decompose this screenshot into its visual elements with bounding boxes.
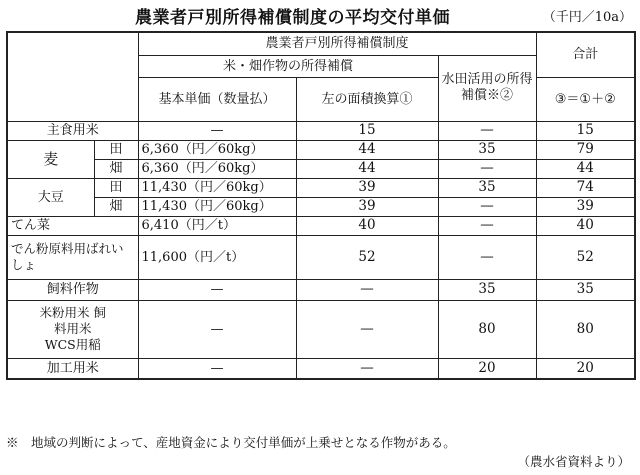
field-type-cell: 田 xyxy=(94,178,138,197)
area-cell: — xyxy=(296,300,438,358)
crop-name-cell xyxy=(7,300,138,358)
area-cell: — xyxy=(296,358,438,379)
paddy-header-text: 水田活用の所得補償※② xyxy=(441,72,533,103)
unit-price-cell: — xyxy=(138,358,296,379)
area-cell: 15 xyxy=(296,121,438,140)
unit-price-cell: 11,430（円／60kg） xyxy=(138,197,296,216)
footnote: ※ 地域の判断によって、産地資金により交付単価が上乗せとなる作物がある。 xyxy=(6,435,456,450)
source-note: （農水省資料より） xyxy=(517,454,630,469)
unit-price-cell: 6,360（円／60kg） xyxy=(138,140,296,159)
paddy-cell: 35 xyxy=(438,279,536,300)
unit-price-cell: 6,410（円／t） xyxy=(138,216,296,235)
total-cell: 74 xyxy=(536,178,635,197)
paddy-cell: 35 xyxy=(438,178,536,197)
paddy-cell: 35 xyxy=(438,140,536,159)
crop-name: 加工用米 xyxy=(7,358,138,379)
unit-price-cell: 6,360（円／60kg） xyxy=(138,159,296,178)
area-cell: 40 xyxy=(296,216,438,235)
table-row xyxy=(7,140,635,159)
paddy-cell: — xyxy=(438,121,536,140)
paddy-cell: — xyxy=(438,235,536,279)
unit-price-header: 基本単価（数量払） xyxy=(138,77,296,121)
paddy-header xyxy=(438,55,536,121)
table-row xyxy=(7,358,635,379)
table-row xyxy=(7,235,635,279)
sub-header: 米・畑作物の所得補償 xyxy=(138,55,438,77)
area-cell: 52 xyxy=(296,235,438,279)
unit-price-cell: — xyxy=(138,300,296,358)
paddy-cell: 20 xyxy=(438,358,536,379)
group-header: 農業者戸別所得補償制度 xyxy=(138,32,536,55)
paddy-cell: — xyxy=(438,197,536,216)
crop-name: 麦 xyxy=(7,140,94,178)
table-row xyxy=(7,178,635,197)
title-row xyxy=(0,0,640,30)
total-cell: 52 xyxy=(536,235,635,279)
unit-label: （千円／10a） xyxy=(542,10,632,25)
area-cell: 44 xyxy=(296,159,438,178)
field-type-cell: 田 xyxy=(94,140,138,159)
table-row xyxy=(7,216,635,235)
crop-name-cell xyxy=(7,235,138,279)
field-type-cell: 畑 xyxy=(94,197,138,216)
table-row xyxy=(7,121,635,140)
total-formula-header: ③＝①＋② xyxy=(536,77,635,121)
total-cell: 44 xyxy=(536,159,635,178)
crop-name: 飼料作物 xyxy=(7,279,138,300)
area-cell: 39 xyxy=(296,197,438,216)
crop-name: 米粉用米 飼料用米 WCS用稲 xyxy=(39,305,106,352)
crop-name: でん粉原料用ばれいしょ xyxy=(11,241,124,272)
total-cell: 40 xyxy=(536,216,635,235)
paddy-cell: — xyxy=(438,216,536,235)
paddy-cell: 80 xyxy=(438,300,536,358)
unit-price-cell: 11,430（円／60kg） xyxy=(138,178,296,197)
paddy-cell: — xyxy=(438,159,536,178)
field-type-cell: 畑 xyxy=(94,159,138,178)
table-row xyxy=(7,300,635,358)
area-cell: 39 xyxy=(296,178,438,197)
total-cell: 39 xyxy=(536,197,635,216)
crop-name: 主食用米 xyxy=(7,121,138,140)
unit-price-cell: — xyxy=(138,279,296,300)
total-cell: 35 xyxy=(536,279,635,300)
area-header: 左の面積換算① xyxy=(296,77,438,121)
unit-price-cell: 11,600（円／t） xyxy=(138,235,296,279)
total-header: 合計 xyxy=(536,32,635,77)
total-cell: 15 xyxy=(536,121,635,140)
area-cell: — xyxy=(296,279,438,300)
area-cell: 44 xyxy=(296,140,438,159)
subsidy-table xyxy=(6,31,636,380)
total-cell: 79 xyxy=(536,140,635,159)
empty-corner-cell xyxy=(7,32,138,121)
total-cell: 20 xyxy=(536,358,635,379)
table-row xyxy=(7,159,635,178)
page-title: 農業者戸別所得補償制度の平均交付単価 xyxy=(135,8,450,28)
crop-name: 大豆 xyxy=(7,178,94,216)
total-cell: 80 xyxy=(536,300,635,358)
crop-name: てん菜 xyxy=(7,216,138,235)
table-row xyxy=(7,279,635,300)
table-row xyxy=(7,197,635,216)
unit-price-cell: — xyxy=(138,121,296,140)
